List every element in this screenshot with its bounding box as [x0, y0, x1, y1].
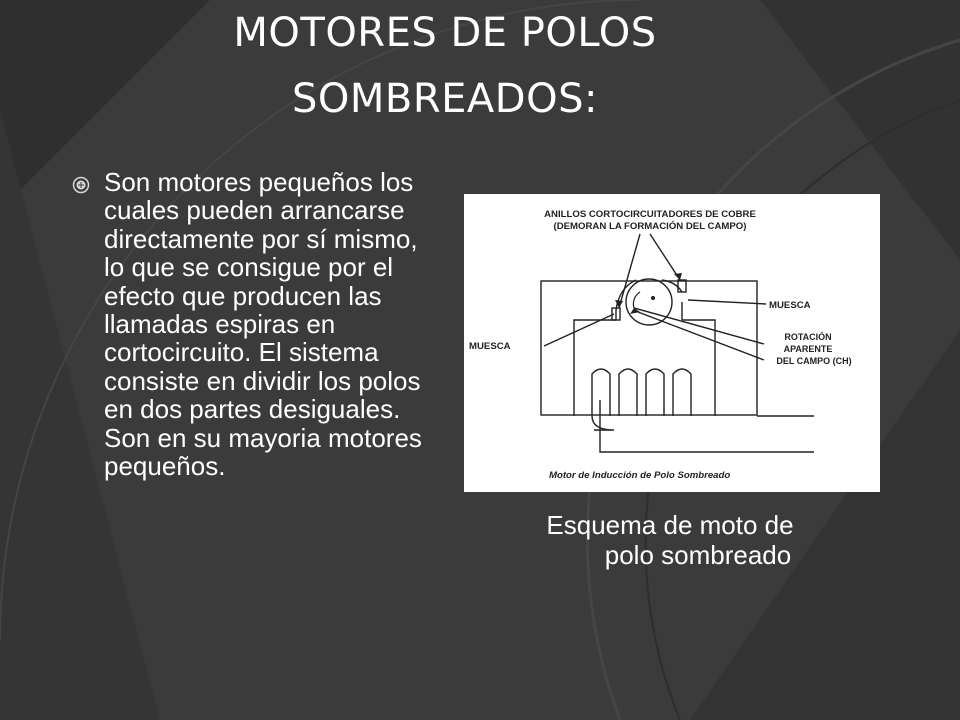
motor-diagram [464, 194, 880, 492]
label-notch-left: MUESCA [469, 341, 511, 352]
label-rings-2: (DEMORAN LA FORMACIÓN DEL CAMPO) [553, 221, 747, 232]
slide-title [150, 0, 740, 132]
circled-dot-icon [72, 176, 90, 194]
label-rotation-2: APARENTE [783, 344, 833, 354]
figure-caption [490, 510, 850, 570]
bullet-text: Son motores pequeños los cuales pueden arrancarse directamente por sí mismo, lo que se consigue por el efecto que producen las llamadas espiras en cortocircuito. El sistema consiste en dividir los polos en dos partes desiguales. Son en su mayoria motores pequeños. [104, 167, 422, 482]
label-rotation-1: ROTACIÓN [784, 332, 832, 342]
title-line-2: SOMBREADOS: [292, 76, 598, 122]
caption-line-2: polo sombreado [604, 540, 792, 570]
label-notch-right: MUESCA [769, 300, 811, 311]
label-rings-1: ANILLOS CORTOCIRCUITADORES DE COBRE [544, 209, 756, 220]
shaded-pole-motor-schematic [464, 194, 880, 492]
label-rotation-3: DEL CAMPO (CH) [776, 356, 852, 366]
caption-line-1: Esquema de moto de [546, 510, 794, 540]
title-line-1: MOTORES DE POLOS [233, 10, 657, 56]
label-footer: Motor de Inducción de Polo Sombreado [549, 470, 731, 481]
